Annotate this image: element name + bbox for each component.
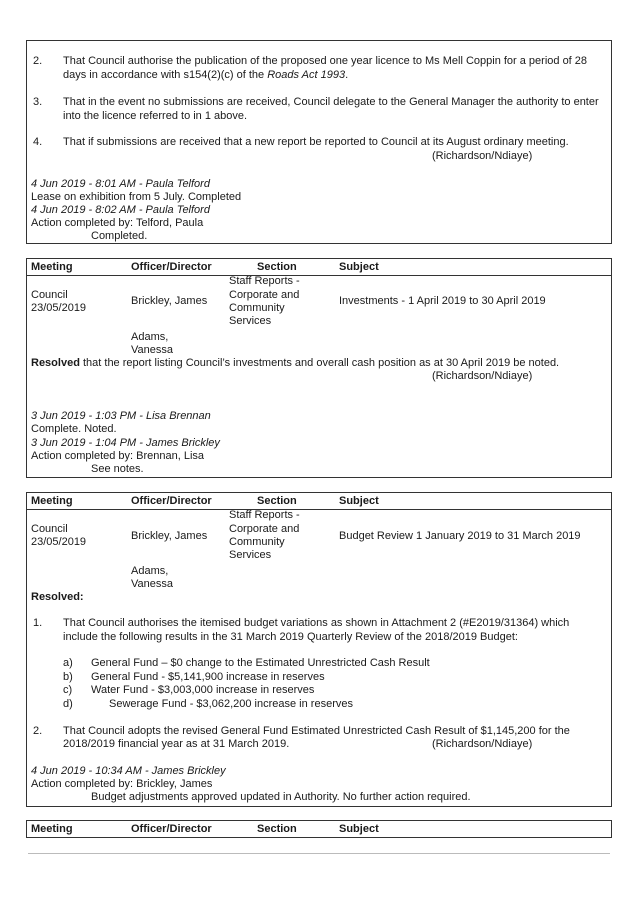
table-header	[27, 493, 611, 510]
resolution-item-3: That in the event no submissions are received, Council delegate to the General Manager the authority to enter into the licence referred to in 1 above.	[63, 96, 599, 122]
resolution-item-4: That if submissions are received that a new report be reported to Council at its August ordinary meeting.	[63, 136, 569, 148]
log-line: Complete. Noted.	[31, 423, 117, 435]
section-line: Corporate and	[229, 289, 300, 301]
mover-seconder: (Richardson/Ndiaye)	[432, 738, 533, 750]
resolved-label: Resolved:	[31, 591, 84, 603]
log-line: Action completed by: Brennan, Lisa	[31, 450, 205, 462]
resolution-item-2-line: 2018/2019 financial year as at 31 March 2019.	[63, 738, 290, 750]
item-number: 3.	[33, 96, 43, 108]
meeting-name: Council	[31, 523, 68, 535]
subitem-letter: b)	[63, 671, 73, 683]
log-stamp: 4 Jun 2019 - 8:01 AM - Paula Telford	[31, 178, 210, 190]
meeting-name: Council	[31, 289, 68, 301]
header-section: Section	[257, 823, 297, 835]
subject-text: Investments - 1 April 2019 to 30 April 2019	[339, 295, 546, 307]
item-number: 1.	[33, 617, 43, 629]
header-meeting: Meeting	[31, 823, 73, 835]
subitem-letter: a)	[63, 657, 73, 669]
header-subject: Subject	[339, 261, 379, 273]
page-footer-divider	[28, 853, 610, 854]
minutes-block-next	[26, 820, 612, 838]
officer-name: Brickley, James	[131, 295, 208, 307]
resolution-item-1: That Council authorises the itemised budget variations as shown in Attachment 2 (#E2019/31364) which include the following results in the 31 March 2019 Quarterly Review of the 2018/2019 Budget:	[63, 617, 570, 643]
header-officer: Officer/Director	[131, 495, 212, 507]
log-stamp: 3 Jun 2019 - 1:04 PM - James Brickley	[31, 437, 220, 449]
subitem-text: General Fund - $5,141,900 increase in reserves	[91, 671, 325, 683]
director-line: Adams,	[131, 565, 169, 577]
header-subject: Subject	[339, 495, 379, 507]
section-line: Corporate and	[229, 523, 300, 535]
section-line: Community	[229, 536, 285, 548]
log-stamp: 4 Jun 2019 - 10:34 AM - James Brickley	[31, 765, 226, 777]
completion-note: Completed.	[91, 230, 148, 242]
subitem-text: General Fund – $0 change to the Estimated Unrestricted Cash Result	[91, 657, 430, 669]
minutes-block-licence	[26, 40, 612, 244]
header-meeting: Meeting	[31, 261, 73, 273]
meeting-date: 23/05/2019	[31, 302, 87, 314]
director-line: Vanessa	[131, 344, 173, 356]
minutes-block-investments	[26, 258, 612, 478]
subitem-text: Sewerage Fund - $3,062,200 increase in reserves	[109, 698, 353, 710]
log-line: Lease on exhibition from 5 July. Completed	[31, 191, 242, 203]
section-line: Staff Reports -	[229, 275, 300, 287]
log-stamp: 3 Jun 2019 - 1:03 PM - Lisa Brennan	[31, 410, 211, 422]
director-line: Adams,	[131, 331, 169, 343]
section-line: Community	[229, 302, 285, 314]
item-number: 4.	[33, 136, 43, 148]
section-line: Services	[229, 315, 272, 327]
table-header	[27, 259, 611, 276]
log-line: Action completed by: Telford, Paula	[31, 217, 204, 229]
header-meeting: Meeting	[31, 495, 73, 507]
mover-seconder: (Richardson/Ndiaye)	[432, 150, 533, 162]
resolution-item-2-line: That Council adopts the revised General Fund Estimated Unrestricted Cash Result of $1,145,200 for the	[63, 725, 570, 737]
item-number: 2.	[33, 55, 43, 67]
completion-note: See notes.	[91, 463, 144, 475]
completion-note: Budget adjustments approved updated in Authority. No further action required.	[91, 791, 471, 803]
table-header	[27, 821, 611, 837]
officer-name: Brickley, James	[131, 530, 208, 542]
header-section: Section	[257, 261, 297, 273]
subitem-text: Water Fund - $3,003,000 increase in reserves	[91, 684, 315, 696]
director-line: Vanessa	[131, 578, 173, 590]
header-officer: Officer/Director	[131, 823, 212, 835]
item-number: 2.	[33, 725, 43, 737]
log-line: Action completed by: Brickley, James	[31, 778, 213, 790]
subject-text: Budget Review 1 January 2019 to 31 March 2019	[339, 530, 581, 542]
subitem-letter: d)	[63, 698, 73, 710]
section-line: Staff Reports -	[229, 509, 300, 521]
resolution-text: Resolved that the report listing Council’s investments and overall cash position as at 30 April 2019 be noted.	[31, 357, 560, 369]
header-officer: Officer/Director	[131, 261, 212, 273]
header-subject: Subject	[339, 823, 379, 835]
minutes-block-budget-review	[26, 492, 612, 807]
log-stamp: 4 Jun 2019 - 8:02 AM - Paula Telford	[31, 204, 210, 216]
resolution-item-2: That Council authorise the publication of the proposed one year licence to Ms Mell Coppin for a period of 28 days in accordance with s154(2)(c) of the Roads Act 1993.	[63, 55, 588, 81]
mover-seconder: (Richardson/Ndiaye)	[432, 370, 533, 382]
meeting-date: 23/05/2019	[31, 536, 87, 548]
section-line: Services	[229, 549, 272, 561]
subitem-letter: c)	[63, 684, 73, 696]
header-section: Section	[257, 495, 297, 507]
